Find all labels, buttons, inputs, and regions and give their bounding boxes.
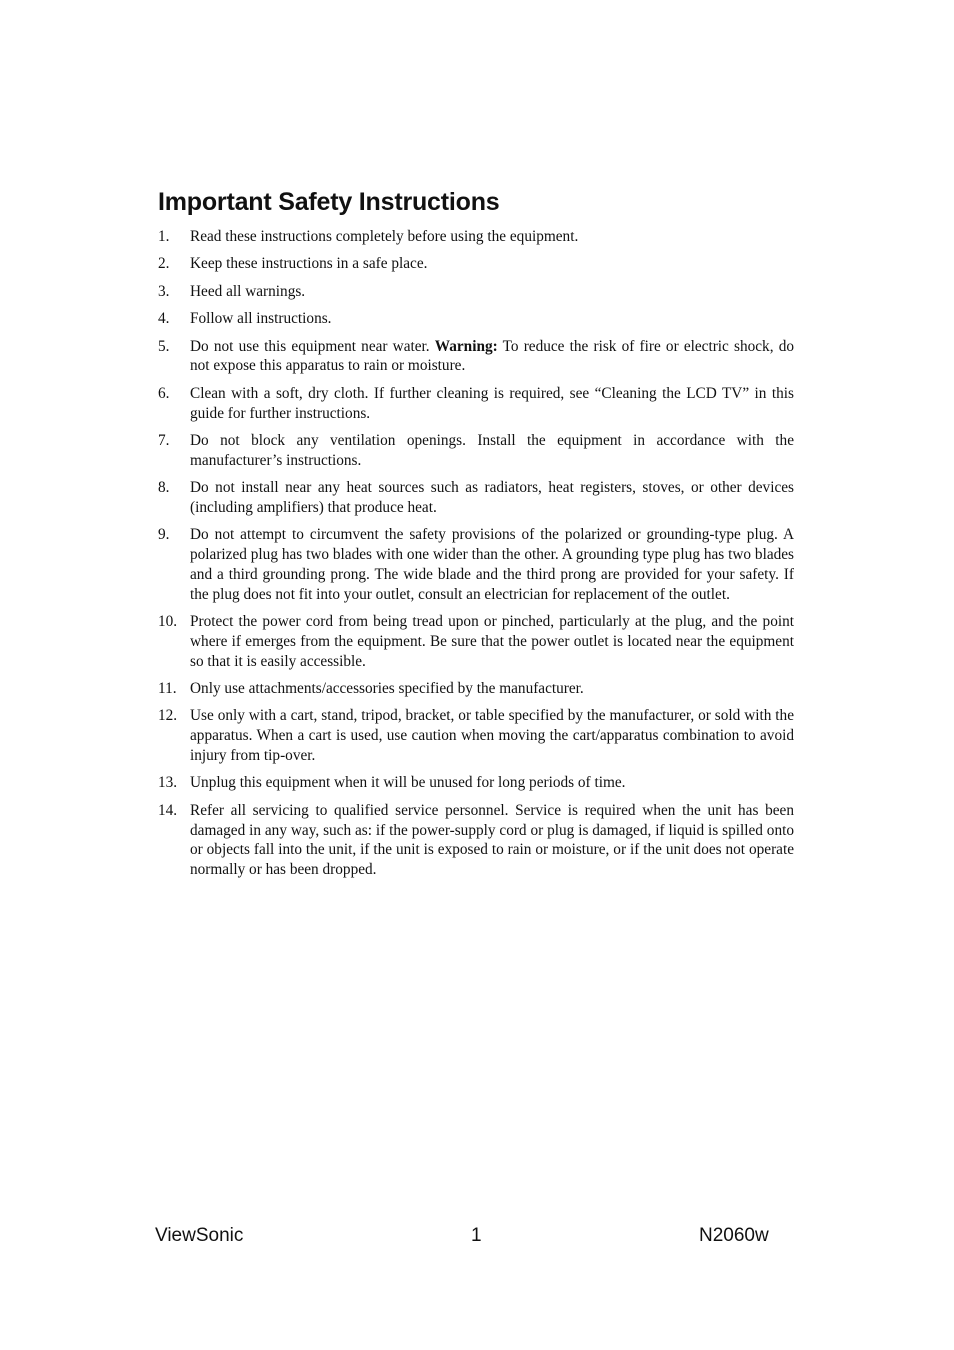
item-number: 11. (158, 680, 177, 698)
item-text: Refer all servicing to qualified service personnel. Service is required when the unit has been damaged in any way, such as: if the power-supply cord or plug is damaged, if liquid is spilled onto or objects fall into the unit, if the unit is exposed to rain or moisture, or if the unit does not operate normally or has been dropped. (190, 801, 794, 879)
warning-label: Warning: (434, 337, 498, 355)
item-number: 8. (158, 479, 170, 497)
item-number: 4. (158, 310, 170, 328)
item-number: 2. (158, 255, 170, 273)
item-text-after-warning: To reduce the risk of fire or electric shock, do not expose this apparatus to rain or moisture. (190, 337, 794, 375)
list-item (158, 227, 794, 247)
item-text: Only use attachments/accessories specified by the manufacturer. (190, 680, 584, 698)
item-number: 14. (158, 801, 178, 819)
item-text: Do not block any ventilation openings. Install the equipment in accordance with the manufacturer’s instructions. (190, 431, 794, 469)
safety-instructions-list (158, 227, 794, 888)
item-number: 1. (158, 228, 170, 245)
list-item (158, 282, 794, 302)
item-number: 13. (158, 774, 178, 792)
item-text: Heed all warnings. (190, 282, 306, 300)
footer-page-number: 1 (471, 1225, 482, 1246)
item-text: Follow all instructions. (190, 310, 332, 328)
item-number: 6. (158, 384, 170, 402)
item-number: 7. (158, 431, 170, 449)
list-item (158, 431, 794, 471)
list-item (158, 525, 794, 604)
item-text: Do not install near any heat sources such as radiators, heat registers, stoves, or other devices (including amplifiers) that produce heat. (190, 479, 794, 516)
item-number: 10. (158, 613, 178, 631)
list-item (158, 337, 794, 377)
item-number: 12. (158, 707, 178, 725)
footer-model: N2060w (699, 1225, 769, 1246)
page-title: Important Safety Instructions (158, 188, 500, 216)
list-item (158, 706, 794, 765)
list-item (158, 773, 794, 793)
item-number: 3. (158, 282, 170, 300)
list-item (158, 254, 794, 274)
item-text: Use only with a cart, stand, tripod, bracket, or table specified by the manufacturer, or sold with the apparatus. When a cart is used, use caution when moving the cart/apparatus combination to avoid injury from tip-over. (190, 707, 794, 765)
item-number: 9. (158, 526, 170, 544)
item-text: Read these instructions completely before using the equipment. (190, 228, 579, 245)
list-item (158, 612, 794, 671)
item-text: Protect the power cord from being tread upon or pinched, particularly at the plug, and the point where if emerges from the equipment. Be sure that the power outlet is located near the equipment so that it is easily accessible. (190, 613, 794, 670)
list-item (158, 801, 794, 880)
list-item (158, 384, 794, 424)
list-item (158, 309, 794, 329)
item-text: Unplug this equipment when it will be unused for long periods of time. (190, 774, 626, 792)
item-text-before-warning: Do not use this equipment near water. (190, 337, 435, 355)
item-text: Do not attempt to circumvent the safety provisions of the polarized or grounding-type plug. A polarized plug has two blades with one wider than the other. A grounding type plug has two blades and a third grounding prong. The wide blade and the third prong are provided for your safety. If the plug does not fit into your outlet, consult an electrician for replacement of the outlet. (190, 526, 794, 603)
item-text: Keep these instructions in a safe place. (190, 255, 428, 273)
list-item (158, 679, 794, 699)
item-number: 5. (158, 337, 170, 355)
footer-brand: ViewSonic (155, 1225, 244, 1246)
list-item (158, 478, 794, 518)
item-text: Clean with a soft, dry cloth. If further cleaning is required, see “Cleaning the LCD TV” in this guide for further instructions. (190, 384, 794, 422)
item-text (190, 338, 794, 375)
